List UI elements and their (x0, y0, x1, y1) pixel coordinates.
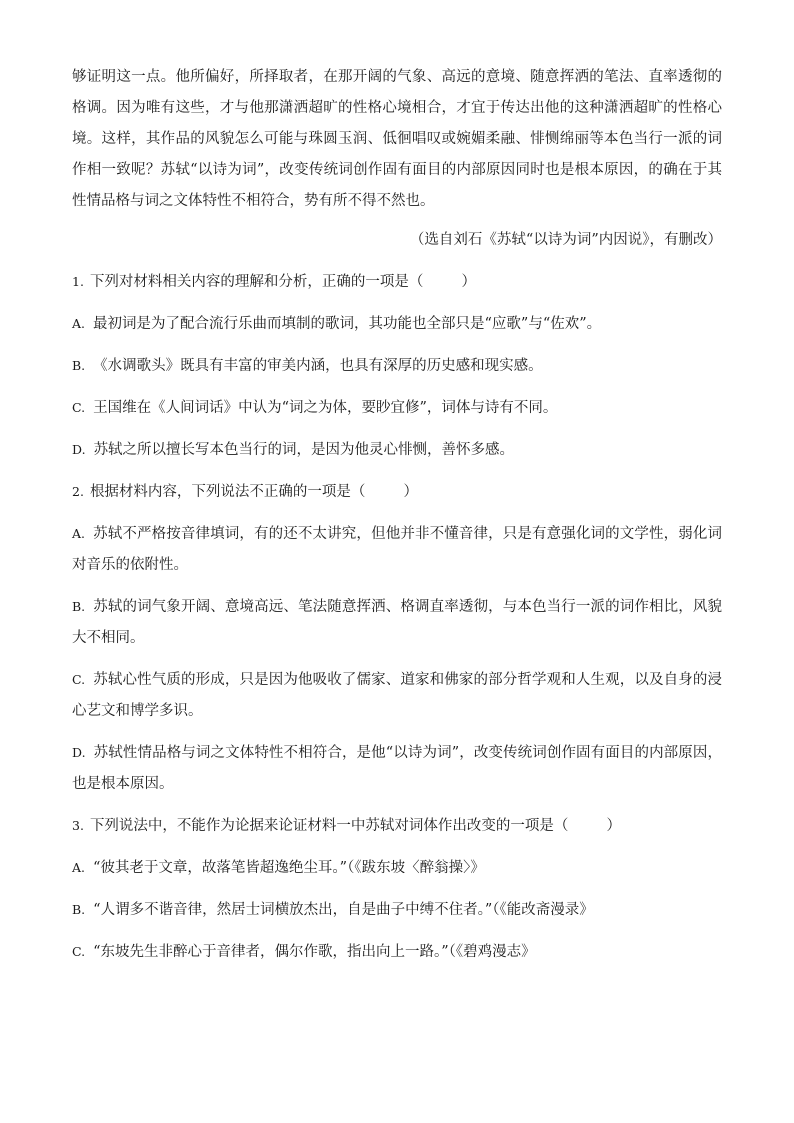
question-stem (72, 266, 722, 298)
question-paren-close: ） (461, 274, 476, 290)
option-text: 苏轼之所以擅长写本色当行的词，是因为他灵心悱恻，善怀多感。 (93, 442, 515, 458)
option-c (72, 664, 722, 727)
option-text: 最初词是为了配合流行乐曲而填制的歌词，其功能也全部只是“应歌”与“佐欢”。 (93, 316, 602, 332)
question-number: 1. (72, 274, 84, 289)
question-text: 下列对材料相关内容的理解和分析，正确的一项是（ (89, 274, 424, 290)
option-letter: C. (72, 400, 86, 415)
option-text: 《水调歌头》既具有丰富的审美内涵，也具有深厚的历史感和现实感。 (93, 358, 543, 374)
question-number: 3. (72, 818, 84, 833)
passage-source: （选自刘石《苏轼“以诗为词”内因说》，有删改） (409, 232, 722, 248)
passage-text: 够证明这一点。他所偏好，所择取者，在那开阔的气象、高远的意境、随意挥洒的笔法、直率透彻的格调。因为唯有这些，才与他那潇洒超旷的性格心境相合，才宜于传达出他的这种潇洒超旷的性格心境。这样，其作品的风貌怎么可能与珠圆玉润、低徊唱叹或婉媚柔融、悱恻绵丽等本色当行一派的词作相一致呢？苏轼“以诗为词”，改变传统词创作固有面目的内部原因同时也是根本原因，的确在于其性情品格与词之文体特性不相符合，势有所不得不然也。 (72, 69, 722, 209)
option-letter: D. (72, 745, 86, 760)
question-2 (72, 476, 722, 800)
option-letter: A. (72, 526, 86, 541)
option-letter: C. (72, 944, 86, 959)
option-text: 王国维在《人间词话》中认为“词之为体，要眇宜修”，词体与诗有不同。 (93, 400, 558, 416)
question-number: 2. (72, 484, 84, 499)
question-stem (72, 476, 722, 508)
option-c (72, 392, 722, 424)
option-d (72, 737, 722, 800)
option-c (72, 936, 722, 968)
option-letter: C. (72, 672, 86, 687)
option-letter: A. (72, 316, 86, 331)
option-a (72, 308, 722, 340)
option-letter: B. (72, 358, 86, 373)
option-letter: D. (72, 442, 86, 457)
question-text: 下列说法中，不能作为论据来论证材料一中苏轼对词体作出改变的一项是（ (89, 818, 569, 834)
option-a (72, 518, 722, 581)
question-stem (72, 810, 722, 842)
option-b (72, 894, 722, 926)
option-b (72, 591, 722, 654)
option-letter: B. (72, 902, 86, 917)
option-b (72, 350, 722, 382)
document-page (72, 62, 722, 968)
question-text: 根据材料内容，下列说法不正确的一项是（ (89, 484, 366, 500)
option-d (72, 434, 722, 466)
option-text: 苏轼不严格按音律填词，有的还不太讲究，但他并非不懂音律，只是有意强化词的文学性，弱化词对音乐的依附性。 (72, 526, 722, 573)
option-text: 苏轼心性气质的形成，只是因为他吸收了儒家、道家和佛家的部分哲学观和人生观，以及自身的浸心艺文和博学多识。 (72, 672, 722, 719)
option-letter: B. (72, 599, 86, 614)
question-paren-close: ） (403, 484, 418, 500)
option-text: “人谓多不谐音律，然居士词横放杰出，自是曲子中缚不住者。”（《能改斋漫录》 (93, 902, 594, 918)
question-3 (72, 810, 722, 968)
question-1 (72, 266, 722, 466)
option-text: “东坡先生非醉心于音律者，偶尔作歌，指出向上一路。”（《碧鸡漫志》 (93, 944, 536, 960)
option-text: 苏轼的词气象开阔、意境高远、笔法随意挥洒、格调直率透彻，与本色当行一派的词作相比，风貌大不相同。 (72, 599, 722, 646)
option-text: “彼其老于文章，故落笔皆超逸绝尘耳。”（《跋东坡〈醉翁操〉》 (93, 860, 485, 876)
option-letter: A. (72, 860, 86, 875)
question-paren-close: ） (606, 818, 621, 834)
option-text: 苏轼性情品格与词之文体特性不相符合，是他“以诗为词”，改变传统词创作固有面目的内部原因，也是根本原因。 (72, 745, 722, 792)
option-a (72, 852, 722, 884)
